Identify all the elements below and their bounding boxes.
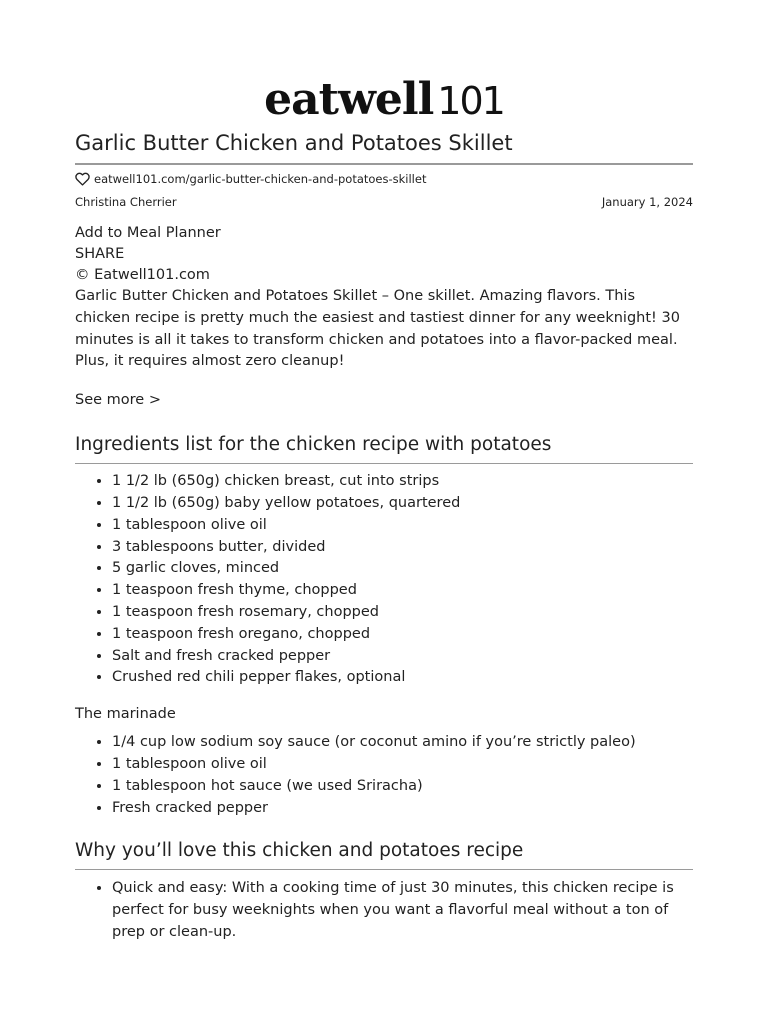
list-item: • 5 garlic cloves, minced <box>112 558 693 580</box>
share-link[interactable]: SHARE <box>75 246 125 262</box>
heart-icon[interactable] <box>75 172 90 186</box>
list-item: • 1 tablespoon olive oil <box>112 754 693 776</box>
site-logo[interactable] <box>0 74 768 125</box>
recipe-title: Garlic Butter Chicken and Potatoes Skillet <box>75 128 693 165</box>
copyright-text: © Eatwell101.com <box>75 267 210 283</box>
list-item: • 1 1/2 lb (650g) chicken breast, cut into strips <box>112 471 693 493</box>
meta-row <box>75 195 693 211</box>
action-links <box>75 223 693 286</box>
list-item: • 1 teaspoon fresh rosemary, chopped <box>112 602 693 624</box>
ingredients-list <box>75 471 693 689</box>
source-url-link[interactable]: eatwell101.com/garlic-butter-chicken-and-potatoes-skillet <box>94 172 427 186</box>
list-item: • 3 tablespoons butter, divided <box>112 537 693 559</box>
ingredients-heading: Ingredients list for the chicken recipe with potatoes <box>75 431 693 464</box>
author-name: Christina Cherrier <box>75 195 177 209</box>
logo-word: eatwell <box>264 74 434 125</box>
list-item: • 1 tablespoon olive oil <box>112 515 693 537</box>
marinade-heading: The marinade <box>75 706 176 723</box>
list-item: • Fresh cracked pepper <box>112 798 693 820</box>
list-item: • Crushed red chili pepper flakes, optional <box>112 667 693 689</box>
list-item: • 1 teaspoon fresh oregano, chopped <box>112 624 693 646</box>
why-list <box>75 878 693 943</box>
see-more-link[interactable]: See more > <box>75 392 161 409</box>
marinade-list <box>75 732 693 819</box>
list-item: • 1 tablespoon hot sauce (we used Sriracha) <box>112 776 693 798</box>
list-item: • Quick and easy: With a cooking time of just 30 minutes, this chicken recipe is perfect for busy weeknights when you want a flavorful meal without a ton of prep or clean-up. <box>112 878 693 943</box>
add-to-meal-planner-link[interactable]: Add to Meal Planner <box>75 225 221 241</box>
why-heading: Why you’ll love this chicken and potatoes recipe <box>75 837 693 870</box>
logo-number: 101 <box>437 79 504 123</box>
list-item: • Salt and fresh cracked pepper <box>112 646 693 668</box>
list-item: • 1 1/2 lb (650g) baby yellow potatoes, quartered <box>112 493 693 515</box>
source-row[interactable] <box>75 171 693 187</box>
publish-date: January 1, 2024 <box>601 195 693 209</box>
list-item: • 1/4 cup low sodium soy sauce (or coconut amino if you’re strictly paleo) <box>112 732 693 754</box>
recipe-content <box>75 128 693 944</box>
recipe-description: Garlic Butter Chicken and Potatoes Skillet – One skillet. Amazing flavors. This chicken recipe is pretty much the easiest and tastiest dinner for any weeknight! 30 minutes is all it takes to transform chicken and potatoes into a flavor-packed meal. Plus, it requires almost zero cleanup! <box>75 288 680 370</box>
list-item: • 1 teaspoon fresh thyme, chopped <box>112 580 693 602</box>
